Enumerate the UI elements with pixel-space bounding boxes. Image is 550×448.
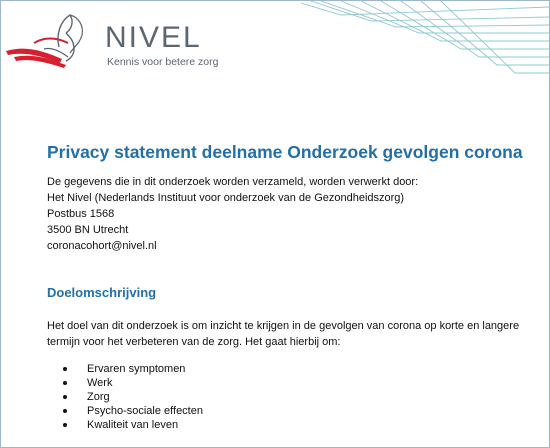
bullet-list xyxy=(47,362,203,432)
brand-name: NIVEL xyxy=(105,21,202,54)
list-item-label: Kwaliteit van leven xyxy=(87,419,179,431)
bullet-icon xyxy=(63,395,67,399)
nivel-logo-icon xyxy=(4,7,104,69)
brand-tagline: Kennis voor betere zorg xyxy=(107,56,219,68)
address-block xyxy=(47,174,418,254)
list-item-label: Psycho-sociale effecten xyxy=(87,405,203,417)
list-item xyxy=(47,404,203,418)
list-item-label: Ervaren symptomen xyxy=(87,363,186,375)
contact-email: coronacohort@nivel.nl xyxy=(47,240,157,252)
address-line: 3500 BN Utrecht xyxy=(47,224,129,236)
intro-paragraph xyxy=(47,318,519,350)
list-item-label: Zorg xyxy=(87,391,110,403)
bullet-icon xyxy=(63,367,67,371)
list-item xyxy=(47,418,203,432)
address-line: Het Nivel (Nederlands Instituut voor onderzoek van de Gezondheidszorg) xyxy=(47,192,405,204)
address-line: De gegevens die in dit onderzoek worden verzameld, worden verwerkt door: xyxy=(47,176,419,188)
list-item-label: Werk xyxy=(87,377,113,389)
address-line: Postbus 1568 xyxy=(47,208,115,220)
list-item xyxy=(47,390,203,404)
paragraph-line: Het doel van dit onderzoek is om inzicht te krijgen in de gevolgen van corona op korte en langere xyxy=(47,320,520,332)
section-heading: Doelomschrijving xyxy=(47,285,157,300)
list-item xyxy=(47,376,203,390)
bullet-icon xyxy=(63,381,67,385)
decorative-lines xyxy=(301,1,549,79)
list-item xyxy=(47,362,203,376)
document-title: Privacy statement deelname Onderzoek gevolgen corona xyxy=(47,142,523,162)
paragraph-line: termijn voor het verbeteren van de zorg. Het gaat hierbij om: xyxy=(47,336,341,348)
bullet-icon xyxy=(63,409,67,413)
bullet-icon xyxy=(63,423,67,427)
